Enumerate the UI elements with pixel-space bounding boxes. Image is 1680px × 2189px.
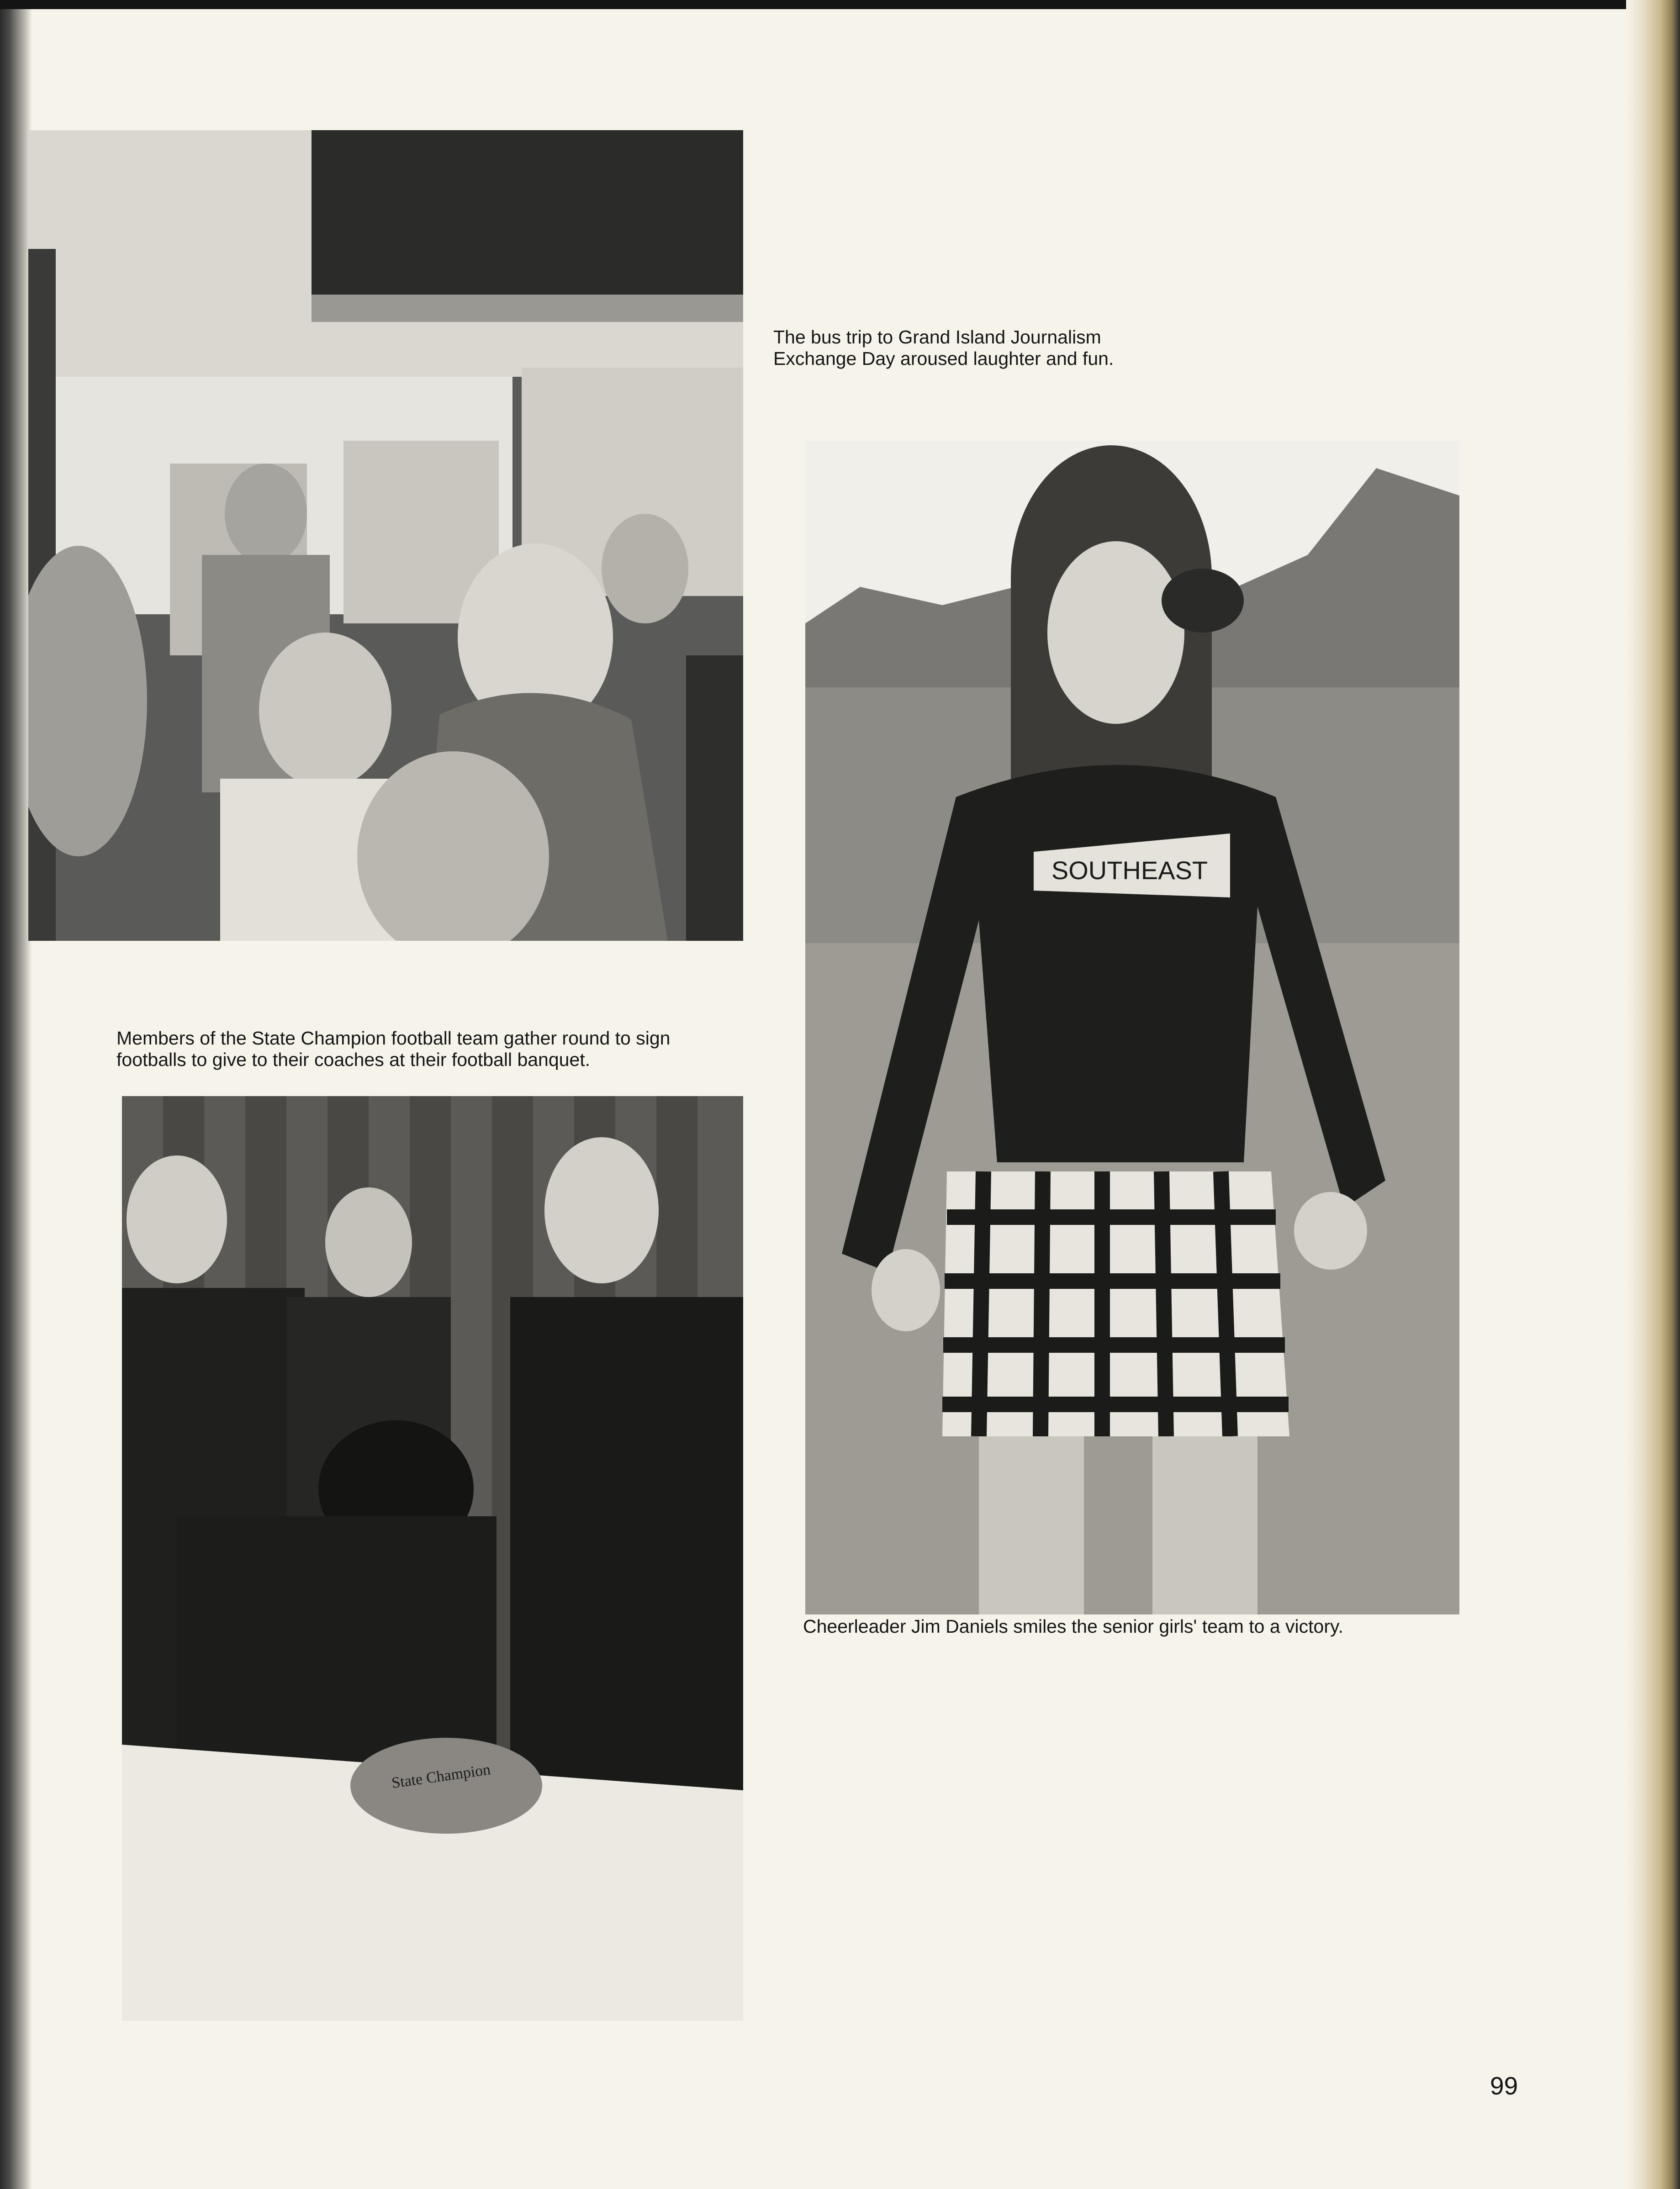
caption-line: footballs to give to their coaches at their football banquet.: [116, 1049, 591, 1070]
top-edge: [0, 0, 1680, 9]
football-team-caption: [116, 1028, 670, 1071]
sweater-lettering: SOUTHEAST: [1051, 856, 1208, 885]
page-number: 99: [1490, 2072, 1518, 2100]
page-binding: [0, 9, 32, 2189]
cheerleader-caption: [803, 1616, 1343, 1637]
bus-trip-photo: [28, 130, 743, 941]
caption-line: The bus trip to Grand Island Journalism: [773, 327, 1101, 348]
football-inscription: State Champion: [390, 1761, 492, 1792]
cheerleader-photo: [805, 441, 1459, 1614]
caption-line: Members of the State Champion football team gather round to sign: [116, 1028, 671, 1049]
bus-trip-caption: [773, 327, 1114, 369]
football-banquet-photo: [122, 1096, 743, 2021]
yearbook-page: [0, 9, 1649, 2189]
caption-line: Cheerleader Jim Daniels smiles the senior girls' team to a victory.: [803, 1616, 1343, 1637]
caption-line: Exchange Day aroused laughter and fun.: [773, 348, 1114, 369]
page-edge: [1626, 0, 1680, 2189]
